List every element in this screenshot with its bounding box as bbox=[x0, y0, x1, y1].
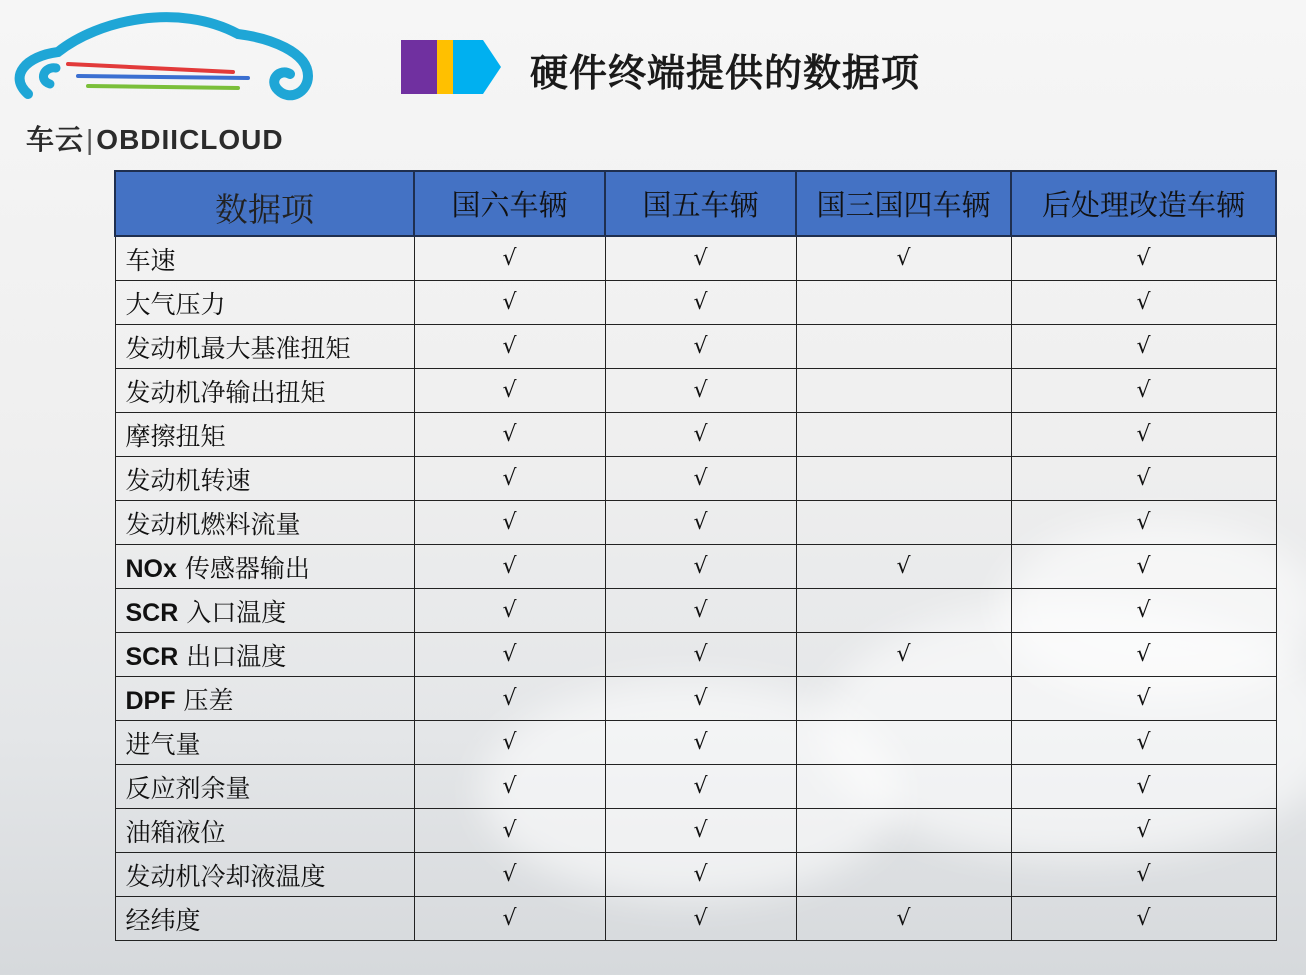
empty-cell bbox=[796, 721, 1011, 765]
logo-en: OBDIICLOUD bbox=[96, 124, 284, 155]
table-row bbox=[115, 765, 1276, 809]
row-label: 大气压力 bbox=[115, 281, 414, 325]
car-cloud-logo-icon bbox=[8, 6, 318, 116]
table-row bbox=[115, 413, 1276, 457]
check-mark-icon: √ bbox=[796, 236, 1011, 281]
row-label: DPF 压差 bbox=[115, 677, 414, 721]
check-mark-icon: √ bbox=[605, 677, 796, 721]
check-mark-icon: √ bbox=[605, 413, 796, 457]
check-mark-icon: √ bbox=[796, 897, 1011, 941]
check-mark-icon: √ bbox=[1011, 765, 1276, 809]
empty-cell bbox=[796, 853, 1011, 897]
check-mark-icon: √ bbox=[1011, 633, 1276, 677]
check-mark-icon: √ bbox=[414, 325, 605, 369]
check-mark-icon: √ bbox=[796, 633, 1011, 677]
check-mark-icon: √ bbox=[414, 369, 605, 413]
check-mark-icon: √ bbox=[605, 281, 796, 325]
company-logo bbox=[8, 6, 318, 156]
table-row bbox=[115, 281, 1276, 325]
table-row bbox=[115, 677, 1276, 721]
check-mark-icon: √ bbox=[1011, 897, 1276, 941]
check-mark-icon: √ bbox=[414, 633, 605, 677]
check-mark-icon: √ bbox=[1011, 721, 1276, 765]
check-mark-icon: √ bbox=[1011, 413, 1276, 457]
check-mark-icon: √ bbox=[605, 721, 796, 765]
check-mark-icon: √ bbox=[605, 545, 796, 589]
check-mark-icon: √ bbox=[605, 853, 796, 897]
check-mark-icon: √ bbox=[1011, 545, 1276, 589]
check-mark-icon: √ bbox=[414, 457, 605, 501]
check-mark-icon: √ bbox=[414, 853, 605, 897]
check-mark-icon: √ bbox=[605, 457, 796, 501]
row-label: 反应剂余量 bbox=[115, 765, 414, 809]
row-label: 摩擦扭矩 bbox=[115, 413, 414, 457]
header-retrofit: 后处理改造车辆 bbox=[1011, 171, 1276, 236]
header-china3-4: 国三国四车辆 bbox=[796, 171, 1011, 236]
check-mark-icon: √ bbox=[605, 369, 796, 413]
table-row bbox=[115, 721, 1276, 765]
header-china6: 国六车辆 bbox=[414, 171, 605, 236]
check-mark-icon: √ bbox=[414, 677, 605, 721]
check-mark-icon: √ bbox=[414, 589, 605, 633]
empty-cell bbox=[796, 325, 1011, 369]
check-mark-icon: √ bbox=[414, 281, 605, 325]
row-label: 经纬度 bbox=[115, 897, 414, 941]
check-mark-icon: √ bbox=[605, 236, 796, 281]
check-mark-icon: √ bbox=[605, 633, 796, 677]
row-label: SCR 出口温度 bbox=[115, 633, 414, 677]
empty-cell bbox=[796, 589, 1011, 633]
check-mark-icon: √ bbox=[1011, 853, 1276, 897]
check-mark-icon: √ bbox=[414, 413, 605, 457]
check-mark-icon: √ bbox=[796, 545, 1011, 589]
row-label: 发动机最大基准扭矩 bbox=[115, 325, 414, 369]
row-label: 发动机冷却液温度 bbox=[115, 853, 414, 897]
page-title: 硬件终端提供的数据项 bbox=[530, 51, 921, 95]
check-mark-icon: √ bbox=[1011, 236, 1276, 281]
row-label: 发动机燃料流量 bbox=[115, 501, 414, 545]
table-row bbox=[115, 236, 1276, 281]
check-mark-icon: √ bbox=[1011, 677, 1276, 721]
empty-cell bbox=[796, 809, 1011, 853]
row-label: SCR 入口温度 bbox=[115, 589, 414, 633]
empty-cell bbox=[796, 369, 1011, 413]
check-mark-icon: √ bbox=[1011, 325, 1276, 369]
table-row bbox=[115, 853, 1276, 897]
row-label: 发动机净输出扭矩 bbox=[115, 369, 414, 413]
logo-separator: | bbox=[86, 124, 95, 155]
check-mark-icon: √ bbox=[605, 325, 796, 369]
check-mark-icon: √ bbox=[1011, 457, 1276, 501]
row-label: 车速 bbox=[115, 236, 414, 281]
header-china5: 国五车辆 bbox=[605, 171, 796, 236]
empty-cell bbox=[796, 413, 1011, 457]
row-label: NOx 传感器输出 bbox=[115, 545, 414, 589]
check-mark-icon: √ bbox=[605, 765, 796, 809]
header-data-item: 数据项 bbox=[115, 171, 414, 236]
table-row bbox=[115, 325, 1276, 369]
check-mark-icon: √ bbox=[605, 897, 796, 941]
check-mark-icon: √ bbox=[414, 721, 605, 765]
check-mark-icon: √ bbox=[605, 501, 796, 545]
check-mark-icon: √ bbox=[1011, 369, 1276, 413]
logo-text bbox=[26, 118, 284, 158]
check-mark-icon: √ bbox=[605, 809, 796, 853]
check-mark-icon: √ bbox=[1011, 809, 1276, 853]
check-mark-icon: √ bbox=[414, 545, 605, 589]
row-label: 发动机转速 bbox=[115, 457, 414, 501]
table-row bbox=[115, 545, 1276, 589]
check-mark-icon: √ bbox=[414, 765, 605, 809]
logo-cn: 车云 bbox=[26, 124, 85, 155]
table-body bbox=[115, 236, 1276, 941]
table-row bbox=[115, 501, 1276, 545]
table-row bbox=[115, 897, 1276, 941]
table-row bbox=[115, 809, 1276, 853]
empty-cell bbox=[796, 281, 1011, 325]
check-mark-icon: √ bbox=[414, 809, 605, 853]
row-label: 油箱液位 bbox=[115, 809, 414, 853]
table-row bbox=[115, 457, 1276, 501]
check-mark-icon: √ bbox=[414, 897, 605, 941]
table-row bbox=[115, 589, 1276, 633]
check-mark-icon: √ bbox=[414, 236, 605, 281]
table-row bbox=[115, 633, 1276, 677]
table-header-row bbox=[115, 171, 1276, 236]
empty-cell bbox=[796, 457, 1011, 501]
check-mark-icon: √ bbox=[1011, 589, 1276, 633]
check-mark-icon: √ bbox=[605, 589, 796, 633]
check-mark-icon: √ bbox=[414, 501, 605, 545]
check-mark-icon: √ bbox=[1011, 501, 1276, 545]
table-row bbox=[115, 369, 1276, 413]
title-arrow-icon bbox=[401, 40, 501, 94]
data-items-table bbox=[114, 170, 1277, 941]
empty-cell bbox=[796, 765, 1011, 809]
row-label: 进气量 bbox=[115, 721, 414, 765]
empty-cell bbox=[796, 501, 1011, 545]
empty-cell bbox=[796, 677, 1011, 721]
check-mark-icon: √ bbox=[1011, 281, 1276, 325]
